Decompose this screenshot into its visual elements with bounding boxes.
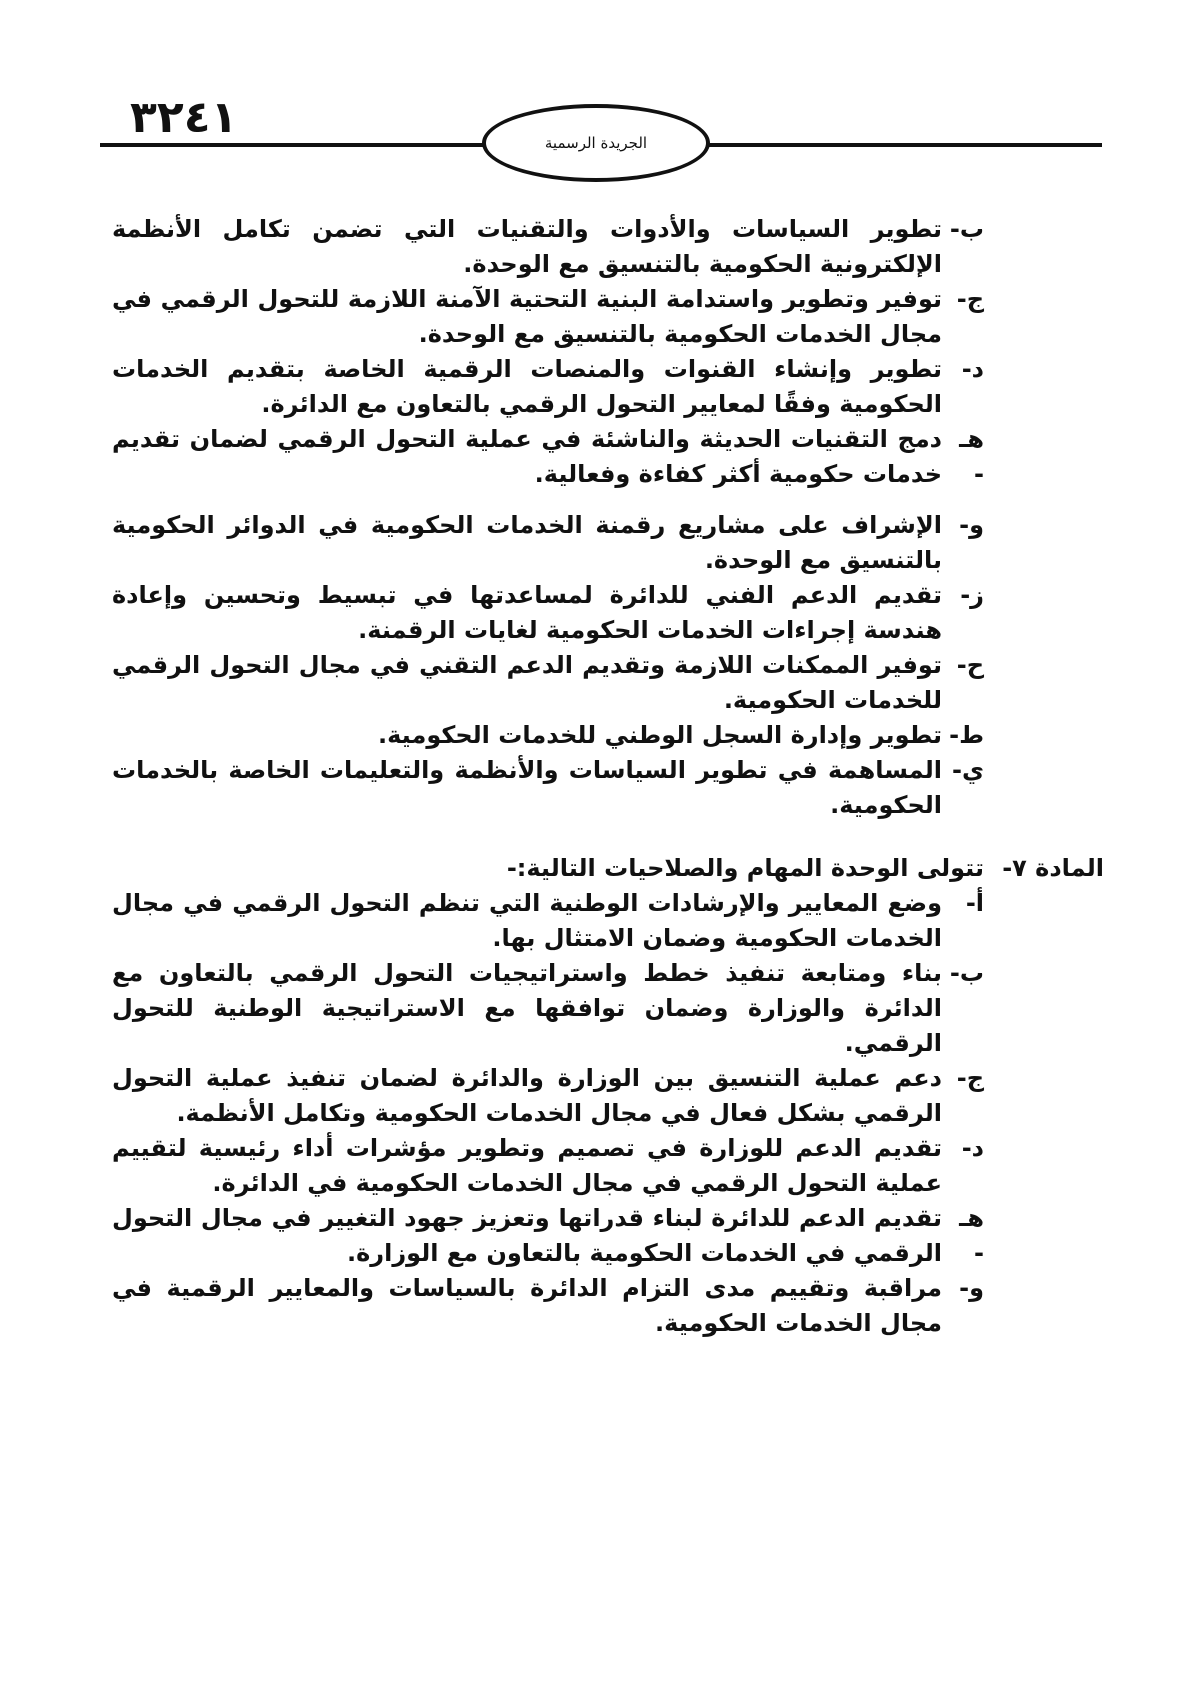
- list-item: [112, 753, 984, 823]
- item-text: تطوير وإنشاء القنوات والمنصات الرقمية الخاصة بتقديم الخدمات الحكومية وفقًا لمعايير التحول الرقمي بالتعاون مع الدائرة.: [112, 355, 942, 418]
- item-text: دعم عملية التنسيق بين الوزارة والدائرة لضمان تنفيذ عملية التحول الرقمي بشكل فعال في مجال الخدمات الحكومية وتكامل الأنظمة.: [112, 1064, 942, 1127]
- gazette-title: الجريدة الرسمية: [544, 134, 648, 152]
- list-item: [112, 212, 984, 282]
- gazette-title-oval: [482, 104, 710, 182]
- item-marker: د-: [961, 1134, 984, 1162]
- item-marker: و-: [959, 511, 984, 539]
- item-text: توفير وتطوير واستدامة البنية التحتية الآمنة اللازمة للتحول الرقمي في مجال الخدمات الحكومية بالتنسيق مع الوحدة.: [112, 285, 942, 348]
- spacer: [112, 492, 984, 508]
- item-text: تقديم الدعم للوزارة في تصميم وتطوير مؤشرات أداء رئيسية لتقييم عملية التحول الرقمي في مجال الخدمات الحكومية في الدائرة.: [112, 1134, 942, 1197]
- list-item: [112, 1201, 984, 1271]
- list-item: [112, 956, 984, 1061]
- item-marker: و-: [959, 1274, 984, 1302]
- article-label: المادة ٧-: [1002, 854, 1104, 882]
- item-text: مراقبة وتقييم مدى التزام الدائرة بالسياسات والمعايير الرقمية في مجال الخدمات الحكومية.: [112, 1274, 942, 1337]
- article-7-heading: [112, 851, 1104, 886]
- list-item: [112, 886, 984, 956]
- list-item: [112, 1061, 984, 1131]
- item-text: الإشراف على مشاريع رقمنة الخدمات الحكومية في الدوائر الحكومية بالتنسيق مع الوحدة.: [112, 511, 942, 574]
- item-text: تطوير السياسات والأدوات والتقنيات التي تضمن تكامل الأنظمة الإلكترونية الحكومية بالتنسيق مع الوحدة.: [112, 215, 942, 278]
- list-item: [112, 1131, 984, 1201]
- item-marker: ج-: [956, 1064, 984, 1092]
- list-item: [112, 578, 984, 648]
- spacer: [112, 823, 984, 851]
- item-marker: أ-: [965, 889, 984, 917]
- item-text: دمج التقنيات الحديثة والناشئة في عملية التحول الرقمي لضمان تقديم خدمات حكومية أكثر كفاءة وفعالية.: [112, 425, 942, 488]
- article-intro: تتولى الوحدة المهام والصلاحيات التالية:-: [506, 854, 984, 882]
- item-marker: ز-: [960, 581, 984, 609]
- list-item: [112, 422, 984, 492]
- item-marker: هـ -: [959, 1204, 984, 1267]
- item-text: تقديم الدعم للدائرة لبناء قدراتها وتعزيز جهود التغيير في مجال التحول الرقمي في الخدمات الحكومية بالتعاون مع الوزارة.: [112, 1204, 942, 1267]
- item-marker: ح-: [956, 651, 984, 679]
- item-text: وضع المعايير والإرشادات الوطنية التي تنظم التحول الرقمي في مجال الخدمات الحكومية وضمان الامتثال بها.: [112, 889, 942, 952]
- list-item: [112, 718, 984, 753]
- item-marker: ط-: [949, 721, 984, 749]
- list-item: [112, 352, 984, 422]
- item-marker: ج-: [956, 285, 984, 313]
- item-marker: هـ -: [959, 425, 984, 488]
- list-item: [112, 648, 984, 718]
- item-text: المساهمة في تطوير السياسات والأنظمة والتعليمات الخاصة بالخدمات الحكومية.: [112, 756, 942, 819]
- page-number: ٣٢٤١: [130, 92, 238, 143]
- item-marker: ب-: [949, 215, 984, 243]
- list-item: [112, 508, 984, 578]
- document-body: [112, 212, 1104, 1341]
- item-text: تقديم الدعم الفني للدائرة لمساعدتها في تبسيط وتحسين وإعادة هندسة إجراءات الخدمات الحكومية لغايات الرقمنة.: [112, 581, 942, 644]
- item-text: تطوير وإدارة السجل الوطني للخدمات الحكومية.: [378, 721, 942, 749]
- list-item: [112, 282, 984, 352]
- item-marker: ب-: [949, 959, 984, 987]
- list-item: [112, 1271, 984, 1341]
- item-text: بناء ومتابعة تنفيذ خطط واستراتيجيات التحول الرقمي بالتعاون مع الدائرة والوزارة وضمان توافقها مع الاستراتيجية الوطنية للتحول الرقمي.: [112, 959, 942, 1057]
- item-marker: د-: [961, 355, 984, 383]
- item-marker: ي-: [952, 756, 984, 784]
- item-text: توفير الممكنات اللازمة وتقديم الدعم التقني في مجال التحول الرقمي للخدمات الحكومية.: [112, 651, 942, 714]
